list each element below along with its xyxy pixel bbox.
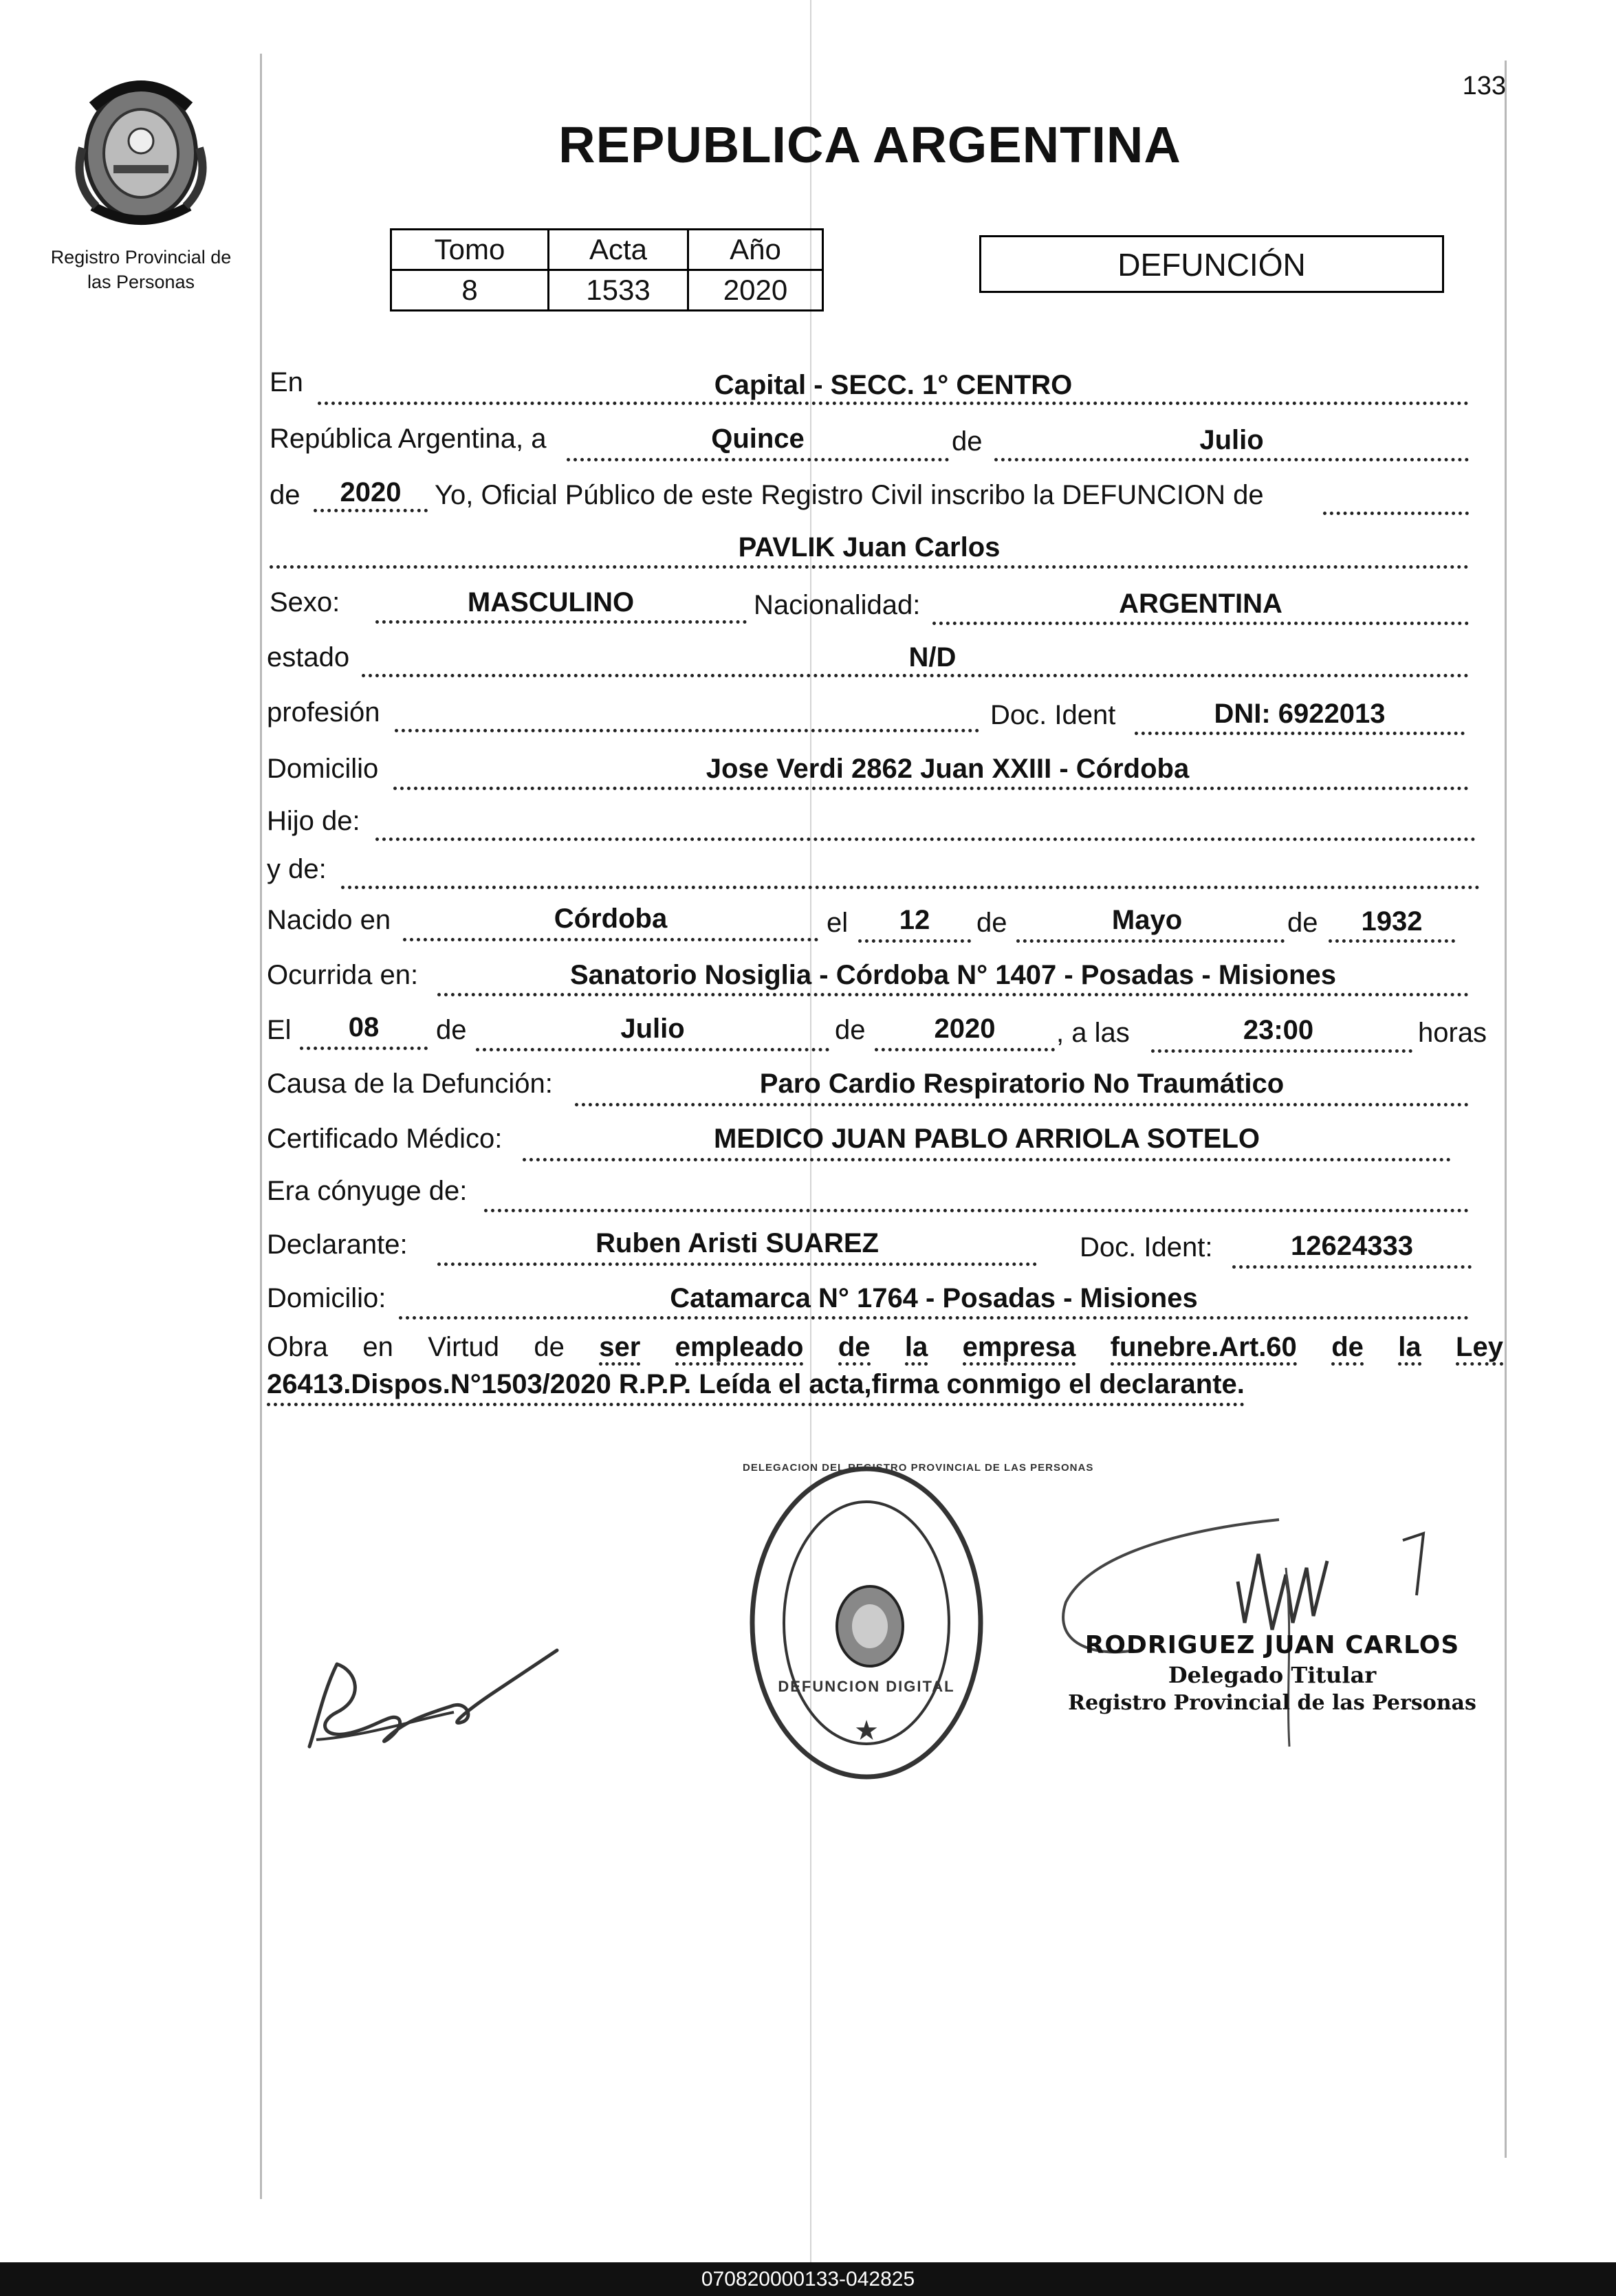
republica-label: República Argentina, a — [270, 424, 547, 454]
declarante-line — [437, 1262, 1037, 1266]
de-death-year-label: de — [835, 1015, 866, 1045]
deceased-name: PAVLIK Juan Carlos — [738, 532, 1001, 562]
obra-word: Virtud — [428, 1332, 499, 1362]
birth-year-value: 1932 — [1361, 906, 1423, 937]
obra-fill-word: ser — [599, 1332, 640, 1366]
year-value: 2020 — [340, 477, 402, 507]
decl-doc-value: 12624333 — [1291, 1231, 1413, 1261]
de-birth-year-label: de — [1287, 908, 1318, 938]
y-de-line — [341, 886, 1480, 889]
obra-fill-word: empresa — [963, 1332, 1076, 1366]
hijo-line — [375, 838, 1476, 841]
death-time-value: 23:00 — [1243, 1015, 1314, 1045]
sexo-line — [375, 620, 747, 624]
decl-doc-line — [1232, 1265, 1472, 1269]
certificado-line — [523, 1158, 1451, 1161]
death-month-value: Julio — [620, 1014, 685, 1044]
ocurrida-label: Ocurrida en: — [267, 960, 419, 990]
certificado-value: MEDICO JUAN PABLO ARRIOLA SOTELO — [713, 1124, 1260, 1154]
causa-label: Causa de la Defunción: — [267, 1069, 553, 1099]
el2-label: El — [267, 1015, 292, 1045]
officer-role: Delegado Titular — [1168, 1662, 1377, 1688]
stamp-ring-text: DELEGACION DEL REGISTRO PROVINCIAL DE LAS PERSONAS — [743, 1462, 1094, 1474]
obra-line-2: 26413.Dispos.N°1503/2020 R.P.P. Leída el acta,firma conmigo el declarante. — [267, 1366, 1245, 1406]
acta-header: Acta — [549, 230, 688, 270]
inscribo-text: Yo, Oficial Público de este Registro Civil inscribo la DEFUNCION de — [435, 480, 1264, 510]
decl-domicilio-line — [399, 1316, 1469, 1320]
nacido-label: Nacido en — [267, 905, 391, 935]
birth-month-value: Mayo — [1111, 905, 1183, 935]
doc-line — [1135, 732, 1465, 735]
deceased-line — [270, 565, 1469, 569]
place-value: Capital - SECC. 1° CENTRO — [714, 370, 1073, 400]
birth-year-line — [1329, 939, 1455, 943]
inscribo-line — [1323, 512, 1469, 515]
right-rule — [1505, 61, 1507, 2158]
profesion-label: profesión — [267, 697, 380, 728]
declarante-value: Ruben Aristi SUAREZ — [596, 1228, 879, 1258]
obra-fill-word: la — [905, 1332, 928, 1366]
obra-fill-word: empleado — [675, 1332, 804, 1366]
causa-line — [575, 1103, 1469, 1106]
horas-label: horas — [1418, 1018, 1487, 1048]
document-title: REPUBLICA ARGENTINA — [558, 116, 1181, 173]
footer-code: 070820000133-042825 — [0, 2262, 1616, 2296]
place-line — [318, 402, 1469, 405]
registry-line1: Registro Provincial de — [50, 247, 232, 267]
tomo-value: 8 — [391, 270, 549, 311]
obra-word: en — [362, 1332, 393, 1362]
de-label: de — [952, 426, 983, 457]
nacionalidad-value: ARGENTINA — [1119, 589, 1282, 619]
registry-name — [28, 245, 254, 294]
decl-domicilio-value: Catamarca N° 1764 - Posadas - Misiones — [670, 1283, 1198, 1313]
page-number: 133 — [1462, 72, 1506, 100]
day-line — [567, 458, 949, 461]
year-line — [314, 509, 428, 512]
month-value: Julio — [1199, 425, 1264, 455]
sexo-label: Sexo: — [270, 587, 340, 617]
de-year-label: de — [270, 480, 301, 510]
nacido-value: Córdoba — [554, 904, 668, 934]
estado-line — [362, 674, 1469, 677]
death-time-line — [1151, 1049, 1412, 1053]
obra-fill-word: Ley — [1456, 1332, 1503, 1366]
certificado-label: Certificado Médico: — [267, 1124, 503, 1154]
de-death-month-label: de — [436, 1015, 467, 1045]
a-las-label: , a las — [1056, 1018, 1130, 1048]
de-birth-month-label: de — [976, 908, 1007, 938]
obra-word: de — [534, 1332, 565, 1362]
month-line — [994, 458, 1469, 461]
causa-value: Paro Cardio Respiratorio No Traumático — [759, 1069, 1285, 1099]
obra-word: Obra — [267, 1332, 328, 1362]
estado-value: N/D — [908, 642, 957, 673]
ocurrida-value: Sanatorio Nosiglia - Córdoba N° 1407 - Posadas - Misiones — [569, 960, 1337, 990]
day-value: Quince — [711, 424, 805, 454]
sexo-value: MASCULINO — [467, 587, 635, 617]
domicilio-label: Domicilio — [267, 754, 379, 784]
anio-value: 2020 — [688, 270, 823, 311]
nacionalidad-label: Nacionalidad: — [754, 590, 921, 620]
estado-label: estado — [267, 642, 350, 673]
declarant-signature — [296, 1637, 571, 1767]
acta-value: 1533 — [549, 270, 688, 311]
registry-line2: las Personas — [87, 272, 195, 292]
death-month-line — [476, 1048, 829, 1051]
obra-line-1 — [267, 1329, 1503, 1366]
en-label: En — [270, 367, 303, 397]
obra-fill-word: funebre.Art.60 — [1111, 1332, 1297, 1366]
margin-rule — [260, 54, 262, 2199]
nacido-line — [403, 938, 818, 941]
obra-fill-word: de — [1331, 1332, 1364, 1366]
tomo-header: Tomo — [391, 230, 549, 270]
declarante-label: Declarante: — [267, 1229, 408, 1260]
y-de-label: y de: — [267, 854, 327, 884]
death-day-value: 08 — [348, 1012, 380, 1042]
doc-value: DNI: 6922013 — [1214, 699, 1386, 729]
officer-stamp — [1059, 1631, 1485, 1715]
hijo-label: Hijo de: — [267, 806, 360, 836]
officer-office: Registro Provincial de las Personas — [1068, 1691, 1476, 1715]
death-year-value: 2020 — [934, 1014, 996, 1044]
birth-day-line — [858, 939, 971, 943]
nacionalidad-line — [932, 622, 1469, 625]
anio-header: Año — [688, 230, 823, 270]
registry-stamp-text — [743, 1458, 1094, 1788]
birth-day-value: 12 — [899, 905, 930, 935]
obra-fill-word: de — [838, 1332, 871, 1366]
stamp-inner-text: DEFUNCION DIGITAL — [778, 1678, 955, 1695]
record-table — [390, 228, 824, 311]
domicilio-value: Jose Verdi 2862 Juan XXIII - Córdoba — [706, 754, 1190, 784]
death-year-line — [875, 1048, 1055, 1051]
obra-fill-word: la — [1398, 1332, 1421, 1366]
death-day-line — [300, 1047, 428, 1050]
birth-month-line — [1016, 939, 1285, 943]
svg-text:★: ★ — [854, 1715, 879, 1747]
record-type: DEFUNCIÓN — [979, 235, 1444, 293]
domicilio-line — [393, 787, 1469, 790]
ocurrida-line — [437, 993, 1469, 996]
el-label: el — [827, 908, 849, 938]
decl-domicilio-label: Domicilio: — [267, 1283, 386, 1313]
officer-name: RODRIGUEZ JUAN CARLOS — [1084, 1631, 1460, 1659]
profesion-line — [395, 729, 979, 732]
conyuge-label: Era cónyuge de: — [267, 1176, 468, 1206]
doc-label: Doc. Ident — [990, 700, 1116, 730]
conyuge-line — [484, 1209, 1469, 1212]
decl-doc-label: Doc. Ident: — [1080, 1232, 1213, 1262]
